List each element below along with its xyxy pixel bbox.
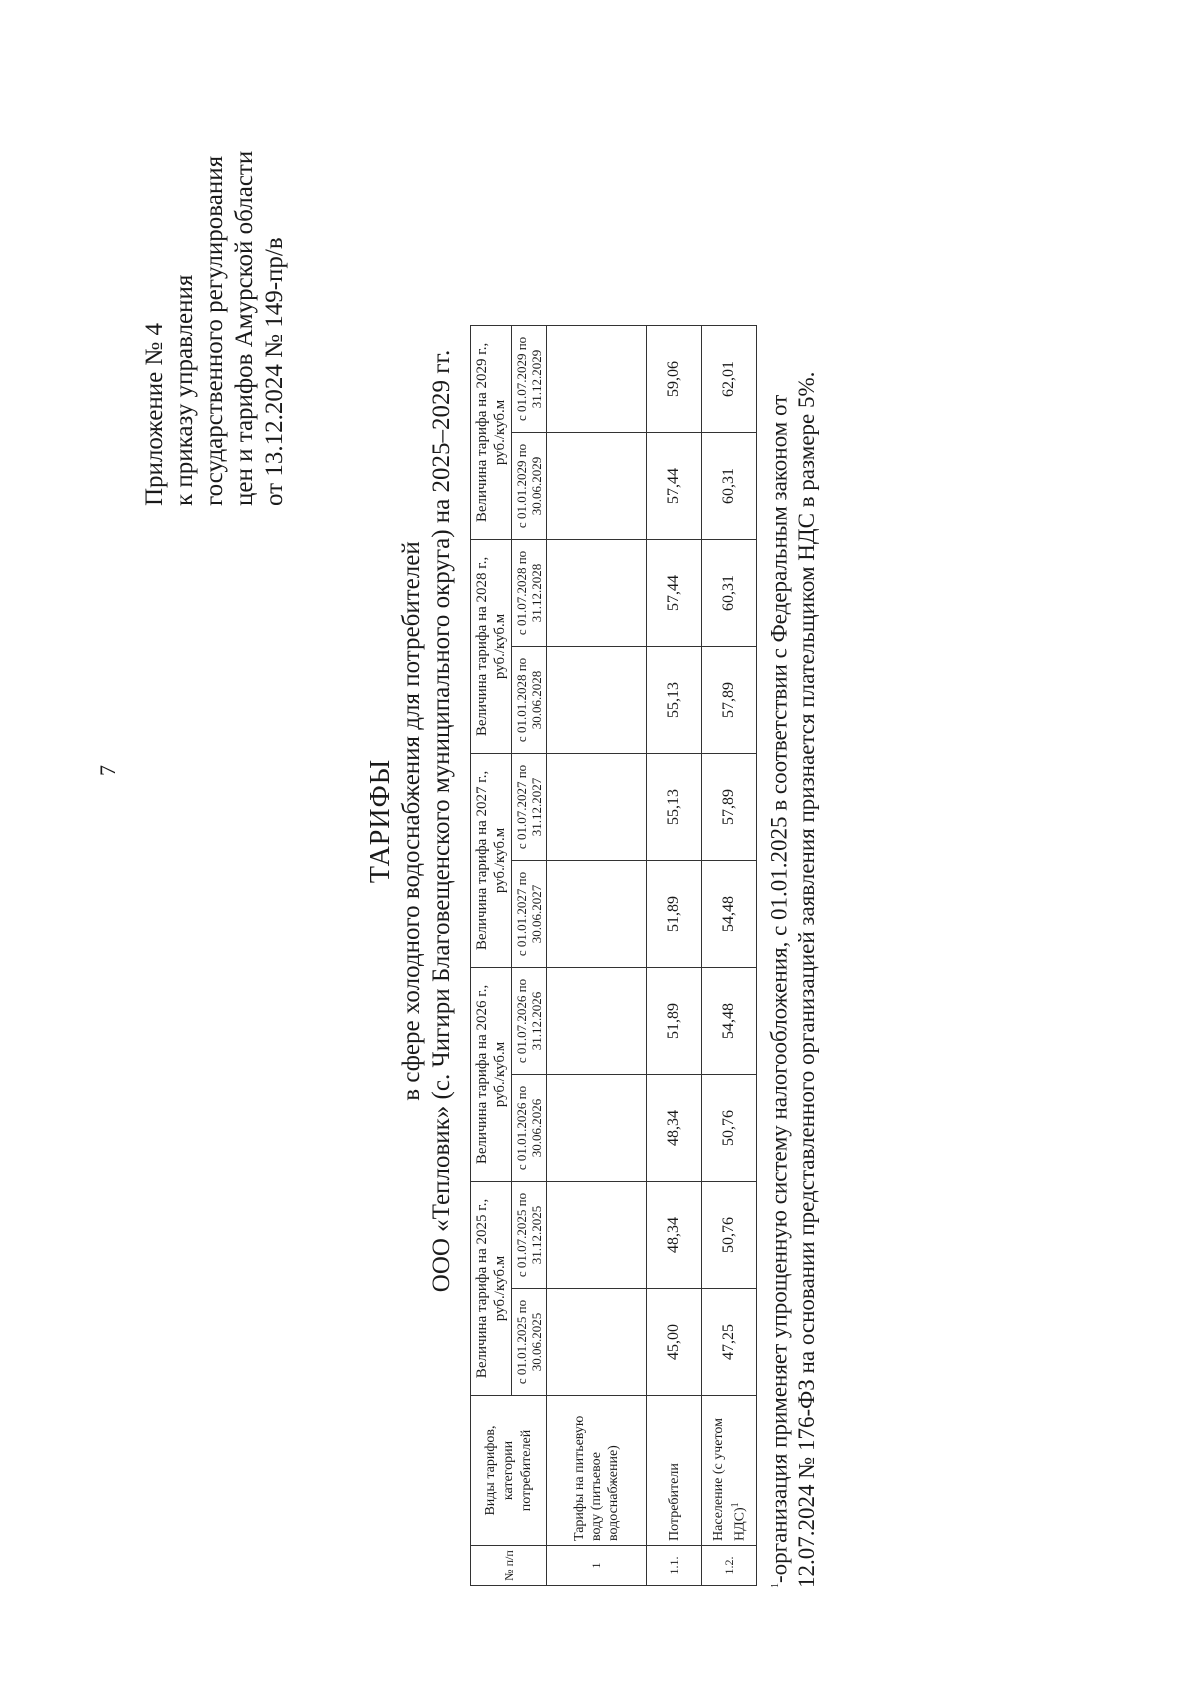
row-number: 1.2. bbox=[702, 1546, 757, 1586]
footnote-line: 12.07.2024 № 176-ФЗ на основании представленного организацией заявления признается плательщиком НДС в размере 5%. bbox=[793, 371, 819, 1588]
appendix-line: к приказу управления bbox=[171, 274, 198, 506]
tariff-cell: 55,13 bbox=[647, 646, 702, 753]
tariff-cell: 57,44 bbox=[647, 539, 702, 646]
row-number: 1 bbox=[547, 1546, 647, 1586]
footnote-line bbox=[762, 308, 793, 1588]
appendix-block bbox=[140, 151, 290, 506]
tariff-cell: 54,48 bbox=[702, 860, 757, 967]
column-header-period: с 01.07.2027 по 31.12.2027 bbox=[512, 753, 547, 860]
document-heading bbox=[365, 321, 457, 1321]
tariff-cell bbox=[547, 646, 647, 753]
row-number: 1.1. bbox=[647, 1546, 702, 1586]
table-row bbox=[702, 325, 757, 1585]
row-name bbox=[702, 1396, 757, 1546]
page-number: 7 bbox=[95, 765, 120, 776]
appendix-line: государственного регулирования bbox=[201, 155, 228, 506]
table-row bbox=[647, 325, 702, 1585]
column-header-period: с 01.07.2025 по 31.12.2025 bbox=[512, 1181, 547, 1288]
tariff-cell: 51,89 bbox=[647, 967, 702, 1074]
column-header-year: Величина тарифа на 2028 г., руб./куб.м bbox=[471, 539, 512, 753]
column-header-type: Виды тарифов, категории потребителей bbox=[471, 1396, 547, 1546]
table-header-row bbox=[471, 325, 512, 1585]
appendix-line: Приложение № 4 bbox=[141, 322, 168, 506]
column-header-year: Величина тарифа на 2026 г., руб./куб.м bbox=[471, 967, 512, 1181]
tariff-cell: 45,00 bbox=[647, 1289, 702, 1396]
appendix-line: от 13.12.2024 № 149-пр/в bbox=[261, 237, 288, 506]
tariff-cell bbox=[547, 1181, 647, 1288]
footnote bbox=[762, 308, 820, 1588]
tariffs-table bbox=[470, 325, 757, 1586]
tariff-cell bbox=[547, 1289, 647, 1396]
tariff-cell: 60,31 bbox=[702, 539, 757, 646]
table-row bbox=[547, 325, 647, 1585]
tariff-cell: 57,44 bbox=[647, 432, 702, 539]
column-header-period: с 01.01.2027 по 30.06.2027 bbox=[512, 860, 547, 967]
row-name: Потребители bbox=[647, 1396, 702, 1546]
tariff-cell: 48,34 bbox=[647, 1074, 702, 1181]
column-header-period: с 01.07.2029 по 31.12.2029 bbox=[512, 325, 547, 432]
tariff-cell bbox=[547, 860, 647, 967]
tariff-cell: 47,25 bbox=[702, 1289, 757, 1396]
tariff-cell: 51,89 bbox=[647, 860, 702, 967]
column-header-period: с 01.01.2025 по 30.06.2025 bbox=[512, 1289, 547, 1396]
tariff-cell: 57,89 bbox=[702, 646, 757, 753]
tariff-cell bbox=[547, 325, 647, 432]
column-header-year: Величина тарифа на 2029 г., руб./куб.м bbox=[471, 325, 512, 539]
tariff-cell: 48,34 bbox=[647, 1181, 702, 1288]
tariff-cell bbox=[547, 967, 647, 1074]
column-header-period: с 01.01.2029 по 30.06.2029 bbox=[512, 432, 547, 539]
column-header-period: с 01.07.2026 по 31.12.2026 bbox=[512, 967, 547, 1074]
row-name-text: Население (с учетом НДС) bbox=[710, 1418, 748, 1541]
tariff-cell: 57,89 bbox=[702, 753, 757, 860]
document-title: ТАРИФЫ bbox=[365, 758, 396, 884]
tariff-cell bbox=[547, 432, 647, 539]
column-header-period: с 01.01.2028 по 30.06.2028 bbox=[512, 646, 547, 753]
column-header-period: с 01.07.2028 по 31.12.2028 bbox=[512, 539, 547, 646]
tariff-cell: 50,76 bbox=[702, 1181, 757, 1288]
tariff-cell: 54,48 bbox=[702, 967, 757, 1074]
tariff-cell: 55,13 bbox=[647, 753, 702, 860]
footnote-ref: 1 bbox=[729, 1502, 741, 1508]
tariff-cell: 62,01 bbox=[702, 325, 757, 432]
column-header-period: с 01.01.2026 по 30.06.2026 bbox=[512, 1074, 547, 1181]
appendix-line: цен и тарифов Амурской области bbox=[231, 150, 258, 506]
tariff-cell: 59,06 bbox=[647, 325, 702, 432]
footnote-mark: 1 bbox=[770, 1583, 781, 1588]
tariff-cell: 60,31 bbox=[702, 432, 757, 539]
column-header-number: № п/п bbox=[471, 1546, 547, 1586]
column-header-year: Величина тарифа на 2027 г., руб./куб.м bbox=[471, 753, 512, 967]
document-subtitle-organization: ООО «Тепловик» (с. Чигири Благовещенского муниципального округа) на 2025–2029 гг. bbox=[428, 349, 455, 1293]
tariff-cell bbox=[547, 1074, 647, 1181]
footnote-text: -организация применяет упрощенную систему налогообложения, с 01.01.2025 в соответствии с Федеральным законом от bbox=[766, 394, 792, 1583]
row-name: Тарифы на питьевую воду (питьевое водоснабжение) bbox=[547, 1396, 647, 1546]
column-header-year: Величина тарифа на 2025 г., руб./куб.м bbox=[471, 1181, 512, 1395]
tariff-cell bbox=[547, 539, 647, 646]
tariff-cell bbox=[547, 753, 647, 860]
tariff-cell: 50,76 bbox=[702, 1074, 757, 1181]
document-subtitle: в сфере холодного водоснабжения для потребителей bbox=[398, 541, 425, 1101]
